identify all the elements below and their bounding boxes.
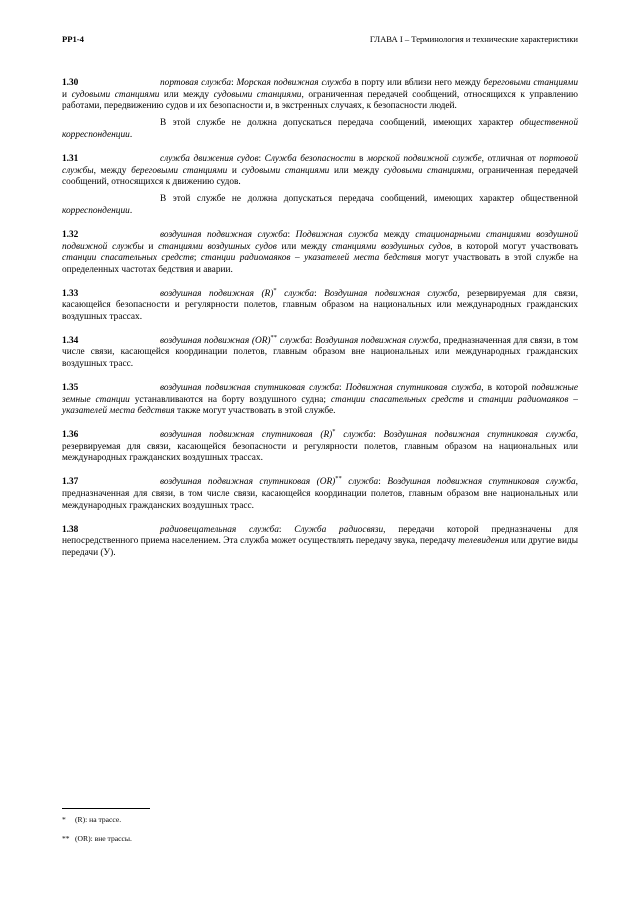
term-italic: станции радиомаяков – указателей места бедствия — [62, 394, 578, 417]
text-run: , предназначенная для связи, в том числе связи, касающейся координации полетов, главным образом вне национальных или международных гражданских воздушных трасс. — [62, 477, 578, 511]
text-run: . — [129, 129, 133, 140]
term-italic: общественной корреспонденции — [62, 118, 578, 140]
footnote-mark: ** — [62, 834, 70, 843]
definition-text — [62, 477, 578, 512]
text-run: и — [62, 89, 72, 100]
definition-note — [62, 118, 578, 141]
definition-text — [62, 333, 579, 371]
text-run: : — [258, 153, 265, 164]
text-run: и — [463, 394, 479, 405]
footnote — [62, 834, 132, 844]
text-run: , в которой — [481, 383, 532, 394]
definition-entry — [62, 154, 578, 218]
text-run: : — [231, 78, 237, 88]
term-italic: воздушная подвижная спутниковая (R) — [160, 430, 333, 441]
definition-text — [62, 154, 578, 189]
text-run: и — [143, 241, 159, 252]
text-run: , ограниченная передачей сообщений, относящихся к управлению работами, передвижению судов и их безопасности и, в экстренных случаях, к безопасности людей. — [62, 89, 578, 112]
chapter-title: ГЛАВА I – Терминология и технические характеристики — [369, 34, 578, 44]
text-run: или другие виды передачи (У). — [62, 536, 579, 558]
definition-entry — [62, 286, 579, 324]
text-run: , в которой могут участвовать — [450, 241, 578, 252]
page-id: РР1-4 — [62, 34, 84, 44]
definition-entry — [62, 383, 578, 418]
term-italic: служба движения судов — [160, 153, 259, 164]
definition-entry — [62, 430, 578, 465]
definition-text — [62, 383, 578, 418]
definition-number: 1.32 — [62, 229, 79, 240]
footnote-reference: * — [332, 428, 336, 436]
text-run: в порту или вблизи него между — [351, 78, 484, 88]
text-run: устанавливаются на борту воздушного судна; — [129, 394, 331, 405]
definition-text — [62, 78, 578, 113]
text-run: , предназначенная для связи, в том числе связи, касающейся координации полетов, главным образом вне национальных или международных гражданских воздушных трасс. — [62, 335, 579, 370]
term-italic: судовыми станциями — [71, 89, 160, 100]
text-run: или между — [159, 89, 214, 100]
term-italic: Воздушная подвижная спутниковая служба — [383, 430, 576, 441]
term-italic: станциями воздушных судов — [331, 241, 451, 252]
term-italic: Воздушная подвижная служба — [324, 288, 458, 299]
definitions-list — [62, 78, 578, 572]
term-italic: станции спасательных средств — [330, 394, 464, 405]
term-italic: Подвижная служба — [295, 229, 379, 240]
definition-text — [62, 286, 579, 324]
text-run: , резервируемая для связи, касающейся безопасности и регулярности полетов, главным образом на национальных или международных гражданских воздушных трассах. — [62, 430, 578, 464]
text-run: , отличная от — [481, 153, 540, 164]
term-italic: служба — [276, 288, 315, 299]
footnote-text: (R): на трассе. — [75, 815, 122, 824]
term-italic: радиовещательная служба — [160, 524, 279, 535]
text-run: : — [309, 335, 315, 346]
term-italic: станции радиомаяков – указателей места бедствия — [200, 253, 422, 264]
text-run: или между — [329, 165, 384, 176]
text-run: . — [129, 205, 133, 216]
term-italic: Служба радиосвязи — [294, 524, 384, 535]
definition-entry — [62, 78, 578, 142]
term-italic: станциями воздушных судов — [158, 241, 277, 252]
definition-number: 1.33 — [62, 288, 79, 299]
text-run: могут участвовать в этой службе на определенных частотах бедствия и аварии. — [62, 253, 578, 275]
text-run: между — [378, 229, 416, 240]
text-run: или между — [276, 241, 332, 252]
term-italic: воздушная подвижная спутниковая служба — [160, 383, 340, 394]
term-italic: воздушная подвижная служба — [160, 229, 288, 240]
text-run: , ограниченная передачей сообщений, относящихся к движению судов. — [62, 165, 578, 188]
definition-number: 1.30 — [62, 78, 79, 88]
definition-number: 1.38 — [62, 524, 79, 535]
term-italic: воздушная подвижная (R) — [160, 288, 274, 299]
term-italic: судовыми станциями — [241, 165, 330, 176]
term-italic: береговыми станциями — [131, 165, 228, 176]
term-italic: береговыми станциями — [483, 78, 578, 88]
term-italic: портовая служба — [160, 78, 232, 88]
definition-number: 1.36 — [62, 430, 79, 441]
definition-number: 1.31 — [62, 153, 79, 164]
term-italic: судовыми станциями — [213, 89, 302, 100]
term-italic: подвижные земные станции — [62, 383, 578, 405]
footnote — [62, 815, 121, 825]
term-italic: корреспонденции — [62, 205, 130, 216]
text-run: : — [287, 229, 296, 240]
definition-entry — [62, 333, 579, 371]
term-italic: телевидения — [458, 536, 509, 547]
text-run: в — [355, 153, 367, 164]
term-italic: Служба безопасности — [264, 153, 356, 164]
term-italic: воздушная подвижная (OR) — [160, 335, 271, 346]
footnote-reference: ** — [270, 333, 278, 341]
term-italic: стационарными станциями воздушной подвижной службы — [62, 229, 578, 252]
definition-number: 1.37 — [62, 477, 79, 488]
text-run: В этой службе не должна допускаться передача сообщений, имеющих характер общественной — [160, 194, 578, 205]
definition-entry — [62, 230, 578, 276]
footnote-text: (OR): вне трассы. — [75, 834, 132, 843]
text-run: ; — [193, 253, 201, 264]
text-run: , передачи которой предназначены для непосредственного приема населением. Эта служба может осуществлять передачу звука, передачу — [62, 524, 578, 547]
definition-entry — [62, 477, 578, 512]
definition-entry — [62, 525, 578, 560]
definition-text — [62, 230, 578, 276]
term-italic: портовой службы — [62, 153, 579, 176]
definition-text — [62, 525, 578, 560]
text-run: : — [373, 430, 384, 441]
text-run: : — [278, 524, 295, 535]
definition-note — [62, 194, 578, 217]
text-run: и — [227, 165, 242, 176]
text-run: В этой службе не должна допускаться передача сообщений, имеющих характер — [160, 118, 520, 129]
term-italic: Воздушная подвижная спутниковая служба — [387, 477, 576, 488]
definition-number: 1.34 — [62, 335, 79, 346]
term-italic: морской подвижной службе — [366, 153, 482, 164]
term-italic: служба — [335, 430, 374, 441]
definition-text — [62, 430, 578, 465]
text-run: , между — [93, 165, 132, 176]
text-run: : — [378, 477, 388, 488]
footnote-reference: ** — [335, 475, 342, 483]
term-italic: воздушная подвижная спутниковая (OR) — [160, 477, 336, 488]
text-run: , резервируемая для связи, касающейся безопасности и регулярности полетов, главным образом на национальных или международных гражданских воздушных трассах. — [62, 288, 579, 322]
term-italic: станции спасательных средств — [62, 253, 194, 264]
footnote-reference: * — [273, 286, 277, 294]
footnote-mark: * — [62, 815, 66, 824]
definition-number: 1.35 — [62, 383, 79, 394]
term-italic: Морская подвижная служба — [236, 78, 352, 88]
term-italic: судовыми станциями — [383, 165, 472, 176]
text-run: : — [314, 288, 325, 299]
footnote-separator — [62, 808, 150, 809]
term-italic: служба — [341, 477, 379, 488]
text-run: : — [339, 383, 346, 394]
term-italic: служба — [277, 335, 310, 346]
term-italic: Подвижная спутниковая служба — [345, 383, 482, 394]
term-italic: Воздушная подвижная служба — [315, 335, 439, 346]
text-run: также могут участвовать в этой службе. — [174, 406, 336, 417]
